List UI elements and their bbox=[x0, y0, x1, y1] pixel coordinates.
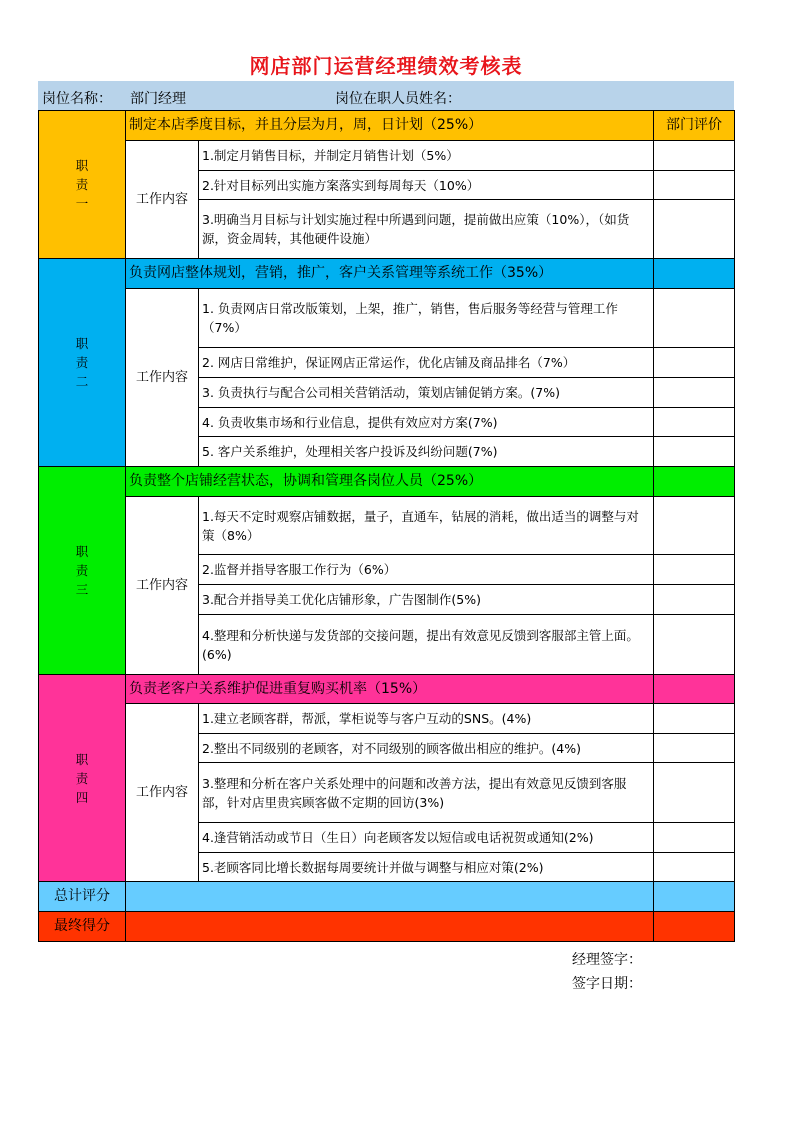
duty-4-eval-2[interactable] bbox=[654, 734, 735, 763]
employee-name-label: 岗位在职人员姓名： bbox=[335, 91, 461, 107]
position-value: 部门经理 bbox=[130, 91, 186, 107]
duty-2-label: 职 责 二 bbox=[39, 259, 126, 467]
work-content-label: 工作内容 bbox=[126, 141, 199, 259]
duty-2-eval-header bbox=[654, 259, 735, 289]
work-content-label: 工作内容 bbox=[126, 289, 199, 467]
assessment-table bbox=[38, 110, 735, 942]
total-score-eval[interactable] bbox=[654, 882, 735, 912]
duty-3-label: 职 责 三 bbox=[39, 467, 126, 675]
final-score-value[interactable] bbox=[126, 912, 654, 942]
final-score-eval[interactable] bbox=[654, 912, 735, 942]
duty-4-label: 职 责 四 bbox=[39, 675, 126, 882]
manager-signature-label: 经理签字： bbox=[572, 952, 642, 968]
duty-4-eval-3[interactable] bbox=[654, 763, 735, 823]
duty-3-eval-3[interactable] bbox=[654, 585, 735, 615]
duty-2-item-2: 2. 网店日常维护，保证网店正常运作，优化店铺及商品排名（7%） bbox=[199, 348, 654, 378]
duty-4-header: 负责老客户关系维护促进重复购买机率（15%） bbox=[126, 675, 654, 704]
duty-1-item-1: 1.制定月销售目标，并制定月销售计划（5%） bbox=[199, 141, 654, 171]
duty-4-item-4: 4.逢营销活动或节日（生日）向老顾客发以短信或电话祝贺或通知(2%) bbox=[199, 823, 654, 853]
duty-4-eval-1[interactable] bbox=[654, 704, 735, 734]
duty-2-item-1: 1. 负责网店日常改版策划，上架，推广，销售，售后服务等经营与管理工作（7%） bbox=[199, 289, 654, 348]
duty-2-item-3: 3. 负责执行与配合公司相关营销活动，策划店铺促销方案。(7%) bbox=[199, 378, 654, 408]
duty-2-eval-5[interactable] bbox=[654, 437, 735, 467]
duty-1-label: 职 责 一 bbox=[39, 111, 126, 259]
duty-2-item-4: 4. 负责收集市场和行业信息，提供有效应对方案(7%) bbox=[199, 408, 654, 437]
page-title: 网店部门运营经理绩效考核表 bbox=[249, 54, 523, 78]
duty-2-eval-4[interactable] bbox=[654, 408, 735, 437]
duty-3-item-2: 2.监督并指导客服工作行为（6%） bbox=[199, 555, 654, 585]
duty-3-eval-1[interactable] bbox=[654, 497, 735, 555]
duty-4-eval-header bbox=[654, 675, 735, 704]
duty-1-eval-3[interactable] bbox=[654, 200, 735, 259]
duty-3-item-4: 4.整理和分析快递与发货部的交接问题，提出有效意见反馈到客服部主管上面。(6%) bbox=[199, 615, 654, 675]
total-score-label: 总计评分 bbox=[39, 882, 126, 912]
info-bar bbox=[38, 81, 734, 110]
duty-3-item-1: 1.每天不定时观察店铺数据，量子，直通车，钻展的消耗，做出适当的调整与对策（8%） bbox=[199, 497, 654, 555]
final-score-label: 最终得分 bbox=[39, 912, 126, 942]
work-content-label: 工作内容 bbox=[126, 704, 199, 882]
duty-3-header: 负责整个店铺经营状态，协调和管理各岗位人员（25%） bbox=[126, 467, 654, 497]
position-label: 岗位名称： bbox=[42, 91, 112, 107]
duty-2-eval-3[interactable] bbox=[654, 378, 735, 408]
duty-4-eval-5[interactable] bbox=[654, 853, 735, 882]
duty-2-header: 负责网店整体规划，营销，推广，客户关系管理等系统工作（35%） bbox=[126, 259, 654, 289]
duty-1-eval-1[interactable] bbox=[654, 141, 735, 171]
duty-4-item-2: 2.整出不同级别的老顾客，对不同级别的顾客做出相应的维护。(4%) bbox=[199, 734, 654, 763]
duty-3-eval-2[interactable] bbox=[654, 555, 735, 585]
eval-column-header: 部门评价 bbox=[654, 111, 735, 141]
duty-4-item-1: 1.建立老顾客群，帮派，掌柜说等与客户互动的SNS。(4%) bbox=[199, 704, 654, 734]
duty-1-eval-2[interactable] bbox=[654, 171, 735, 200]
duty-2-eval-2[interactable] bbox=[654, 348, 735, 378]
work-content-label: 工作内容 bbox=[126, 497, 199, 675]
total-score-value[interactable] bbox=[126, 882, 654, 912]
duty-4-item-5: 5.老顾客同比增长数据每周要统计并做与调整与相应对策(2%) bbox=[199, 853, 654, 882]
duty-1-item-2: 2.针对目标列出实施方案落实到每周每天（10%） bbox=[199, 171, 654, 200]
duty-1-item-3: 3.明确当月目标与计划实施过程中所遇到问题，提前做出应策（10%），（如货源，资金周转，其他硬件设施） bbox=[199, 200, 654, 259]
duty-3-eval-header bbox=[654, 467, 735, 497]
duty-1-header: 制定本店季度目标，并且分层为月，周，日计划（25%） bbox=[126, 111, 654, 141]
duty-4-eval-4[interactable] bbox=[654, 823, 735, 853]
duty-3-eval-4[interactable] bbox=[654, 615, 735, 675]
duty-3-item-3: 3.配合并指导美工优化店铺形象，广告图制作(5%) bbox=[199, 585, 654, 615]
duty-2-eval-1[interactable] bbox=[654, 289, 735, 348]
signature-date-label: 签字日期： bbox=[572, 976, 642, 992]
duty-4-item-3: 3.整理和分析在客户关系处理中的问题和改善方法，提出有效意见反馈到客服部，针对店里贵宾顾客做不定期的回访(3%) bbox=[199, 763, 654, 823]
duty-2-item-5: 5. 客户关系维护，处理相关客户投诉及纠纷问题(7%) bbox=[199, 437, 654, 467]
